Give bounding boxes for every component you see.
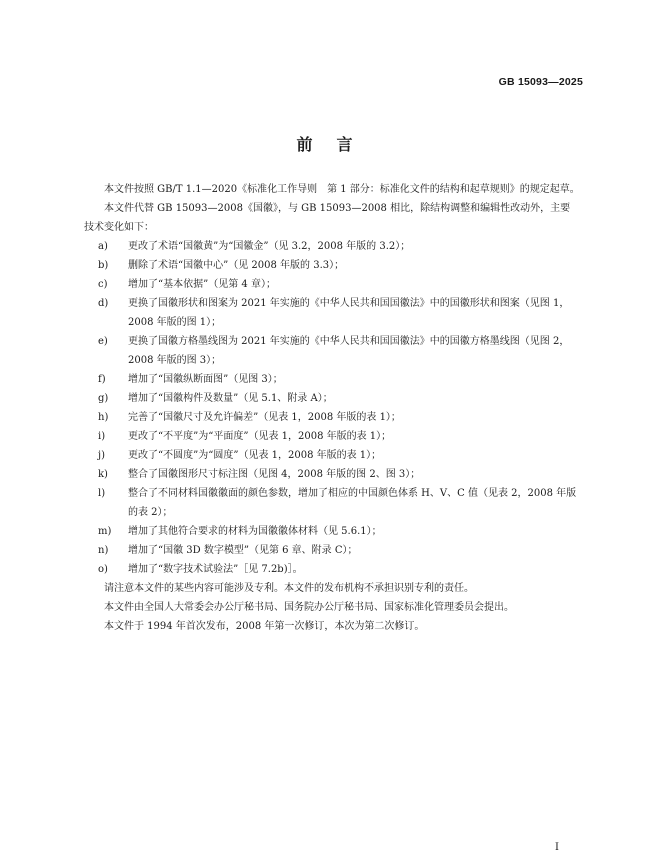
item-text: 更改了“不平度”为“平面度”（见表 1，2008 年版的表 1）； xyxy=(128,431,392,442)
page-number: I xyxy=(555,842,559,853)
list-item xyxy=(84,332,580,370)
list-item xyxy=(84,256,580,275)
item-label: d) xyxy=(98,298,109,309)
item-label: b) xyxy=(98,260,109,271)
item-text: 增加了“数字技术试验法”［见 7.2b)］。 xyxy=(128,564,303,575)
item-label: j) xyxy=(98,450,106,461)
changes-list xyxy=(84,237,580,579)
list-item xyxy=(84,446,580,465)
list-item xyxy=(84,389,580,408)
item-text: 增加了其他符合要求的材料为国徽徽体材料（见 5.6.1）； xyxy=(128,526,382,537)
item-text: 更换了国徽形状和图案为 2021 年实施的《中华人民共和国国徽法》中的国徽形状和图案（见图 1，2008 年版的图 1）； xyxy=(128,298,570,328)
item-text: 整合了国徽图形尺寸标注图（见图 4，2008 年版的图 2、图 3）； xyxy=(128,469,421,480)
item-label: n) xyxy=(98,545,109,556)
item-label: m) xyxy=(98,526,112,537)
foreword-body xyxy=(84,180,580,636)
list-item xyxy=(84,541,580,560)
closing-paragraph: 本文件由全国人大常委会办公厅秘书局、国务院办公厅秘书局、国家标准化管理委员会提出。 xyxy=(104,602,514,613)
list-item xyxy=(84,465,580,484)
item-label: c) xyxy=(98,279,108,290)
item-label: l) xyxy=(98,488,106,499)
item-text: 增加了“国徽纵断面图”（见图 3）； xyxy=(128,374,283,385)
item-label: e) xyxy=(98,336,108,347)
page-title: 前言 xyxy=(296,135,377,154)
list-item xyxy=(84,275,580,294)
item-text: 增加了“基本依据”（见第 4 章）； xyxy=(128,279,276,290)
item-text: 完善了“国徽尺寸及允许偏差”（见表 1，2008 年版的表 1）； xyxy=(128,412,401,423)
item-text: 更换了国徽方格墨线图为 2021 年实施的《中华人民共和国国徽法》中的国徽方格墨线图（见图 2，2008 年版的图 3）； xyxy=(128,336,570,366)
list-item xyxy=(84,427,580,446)
item-text: 增加了“国徽 3D 数字模型”（见第 6 章、附录 C）； xyxy=(128,545,358,556)
list-item xyxy=(84,237,580,256)
closing-paragraph: 请注意本文件的某些内容可能涉及专利。本文件的发布机构不承担识别专利的责任。 xyxy=(104,583,474,594)
list-item xyxy=(84,560,580,579)
item-text: 整合了不同材料国徽徽面的颜色参数，增加了相应的中国颜色体系 H、V、C 值（见表 2，2008 年版的表 2）； xyxy=(128,488,577,518)
intro-paragraph: 本文件代替 GB 15093—2008《国徽》，与 GB 15093—2008 相比，除结构调整和编辑性改动外，主要技术变化如下： xyxy=(84,203,571,233)
intro-paragraph: 本文件按照 GB/T 1.1—2020《标准化工作导则 第 1 部分：标准化文件的结构和起草规则》的规定起草。 xyxy=(104,184,580,195)
list-item xyxy=(84,522,580,541)
closing-paragraph: 本文件于 1994 年首次发布，2008 年第一次修订，本次为第二次修订。 xyxy=(104,621,425,632)
item-text: 更改了“不圆度”为“圆度”（见表 1，2008 年版的表 1）； xyxy=(128,450,382,461)
list-item xyxy=(84,408,580,427)
item-label: i) xyxy=(98,431,106,442)
list-item xyxy=(84,370,580,389)
item-text: 删除了术语“国徽中心”（见 2008 年版的 3.3）； xyxy=(128,260,345,271)
item-text: 增加了“国徽构件及数量”（见 5.1、附录 A）； xyxy=(128,393,333,404)
list-item xyxy=(84,294,580,332)
list-item xyxy=(84,484,580,522)
item-label: h) xyxy=(98,412,109,423)
item-label: o) xyxy=(98,564,108,575)
standard-code: GB 15093—2025 xyxy=(498,76,583,88)
item-text: 更改了术语“国徽黄”为“国徽金”（见 3.2，2008 年版的 3.2）； xyxy=(128,241,411,252)
item-label: f) xyxy=(98,374,106,385)
item-label: g) xyxy=(98,393,109,404)
item-label: a) xyxy=(98,241,108,252)
item-label: k) xyxy=(98,469,108,480)
